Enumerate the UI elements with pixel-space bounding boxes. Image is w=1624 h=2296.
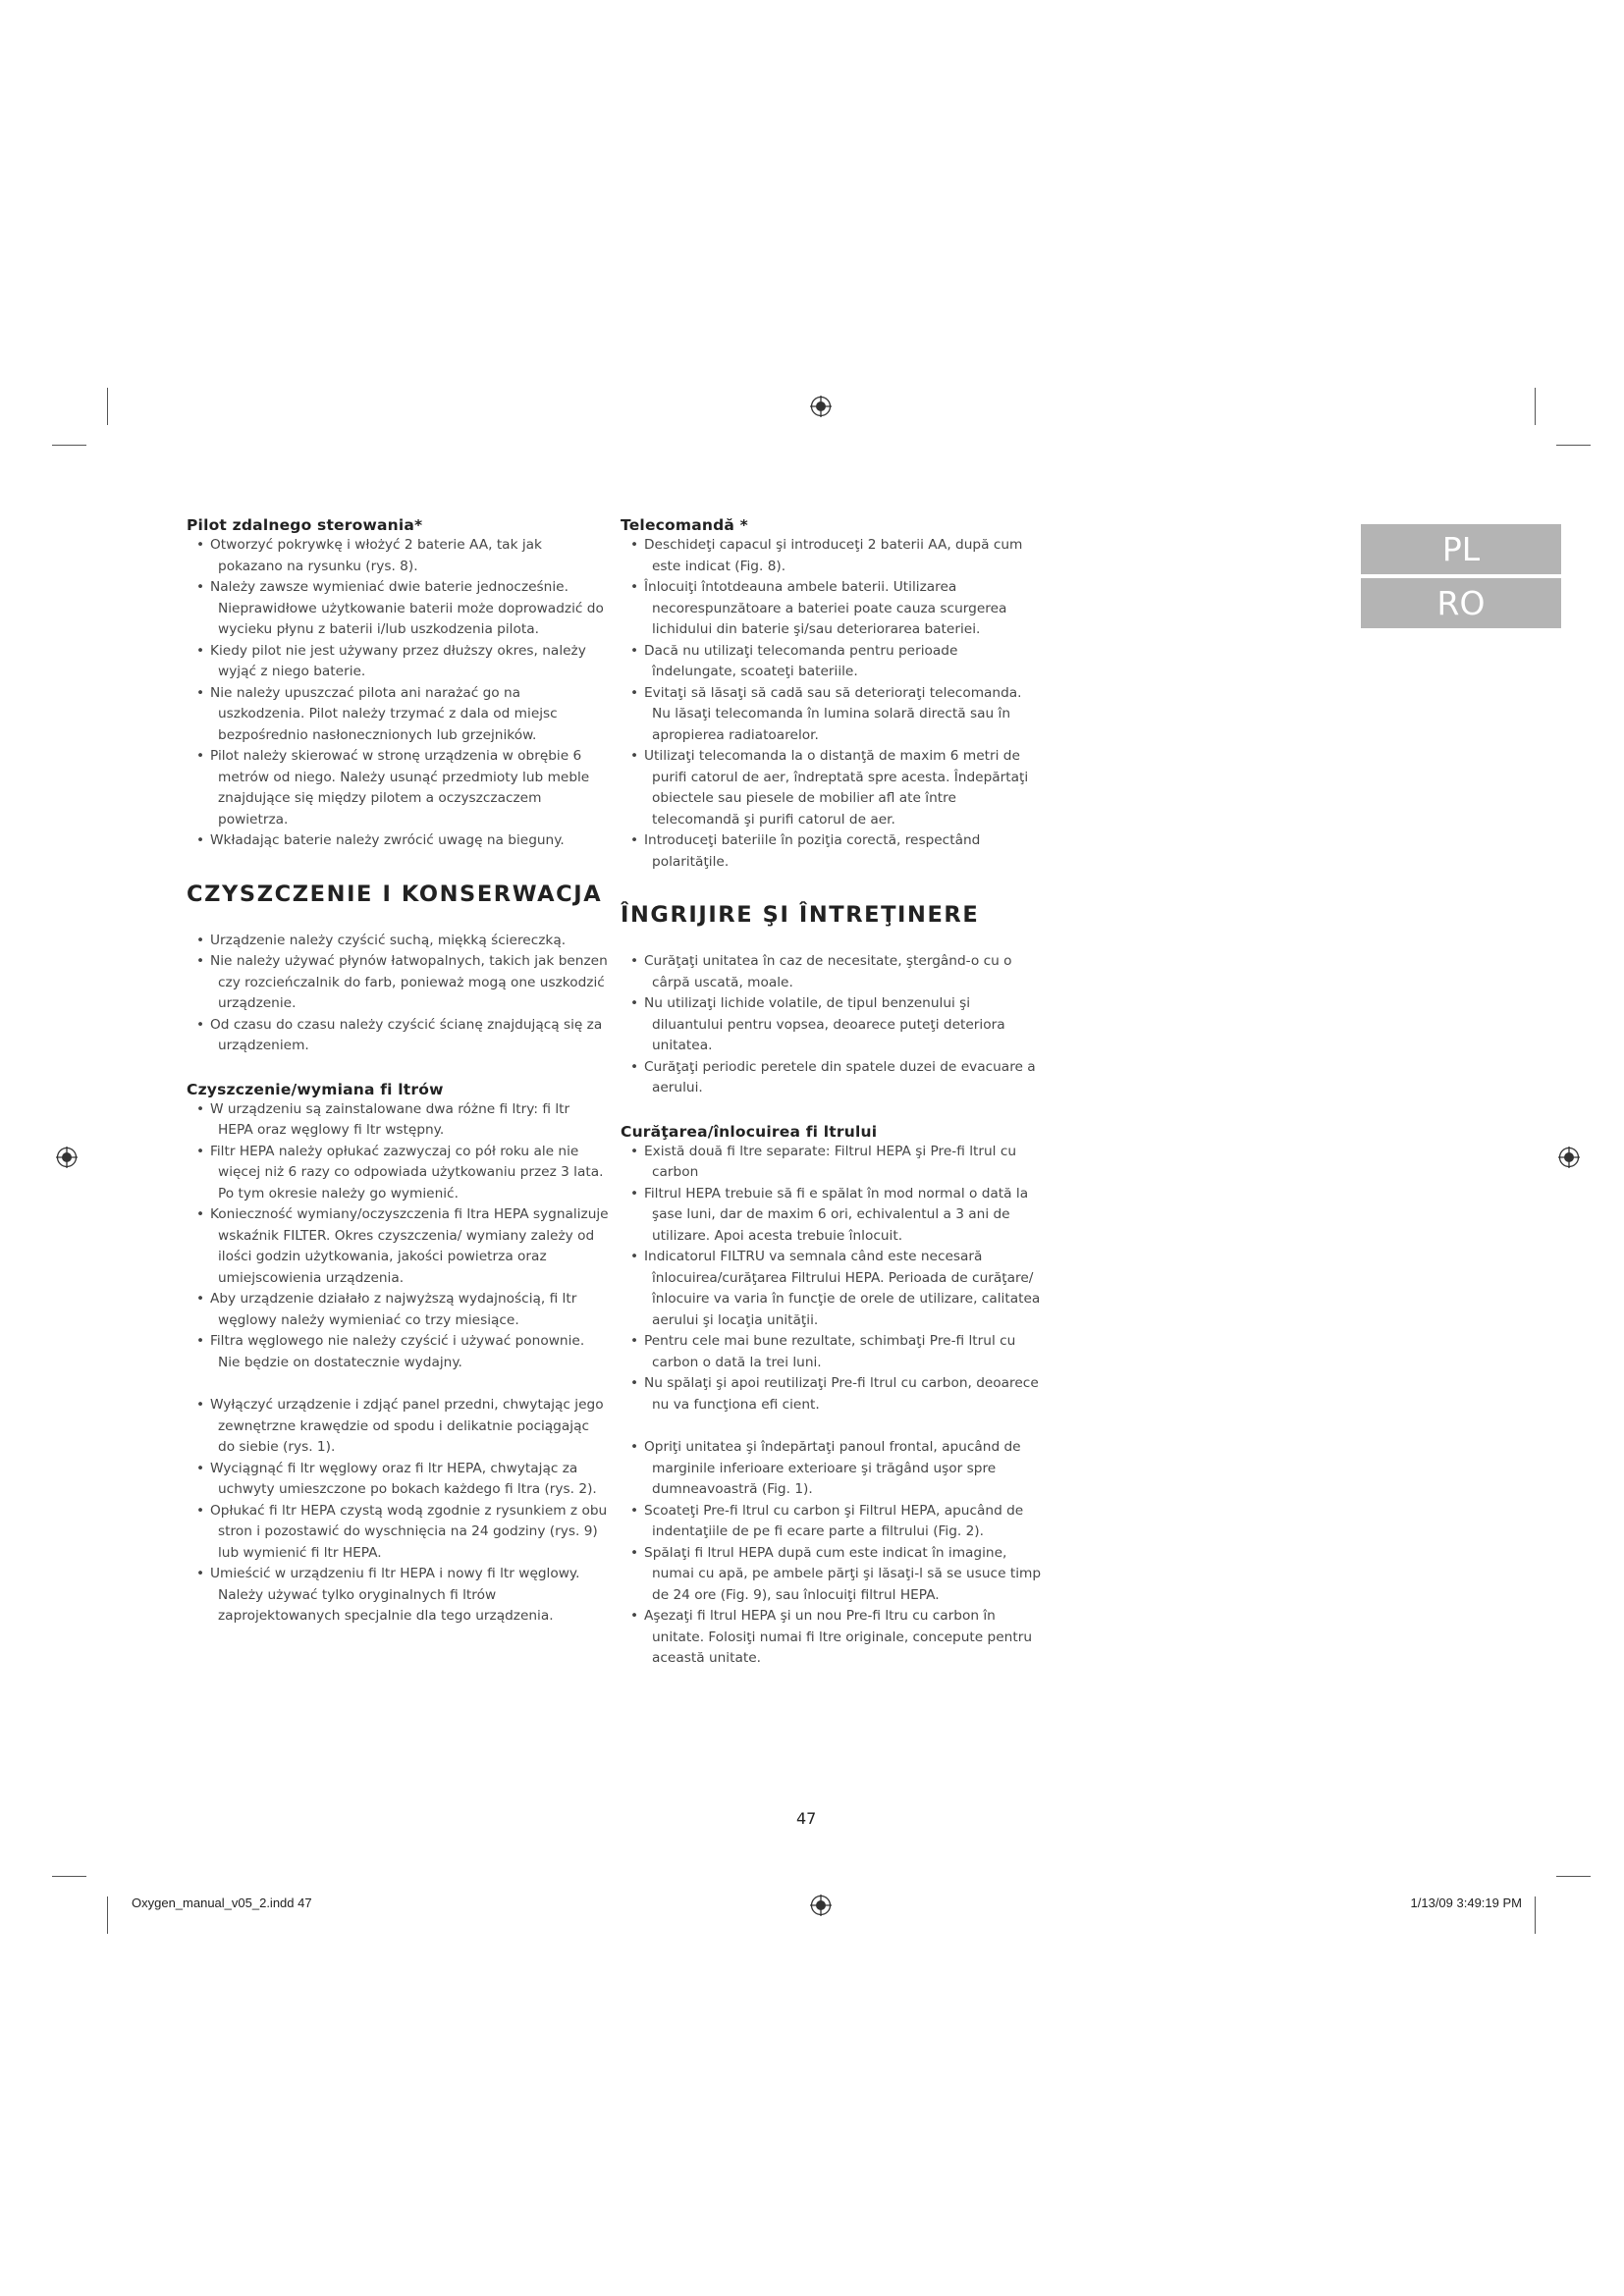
- list-item: • Opłukać fi ltr HEPA czystą wodą zgodnie z rysunkiem z obu stron i pozostawić do wyschnięcia na 24 godziny (rys. 9) lub wymienić fi ltr HEPA.: [187, 1501, 609, 1565]
- remote-control-heading: Telecomandă *: [621, 516, 748, 534]
- list-item: • Konieczność wymiany/oczyszczenia fi ltra HEPA sygnalizuje wskaźnik FILTER. Okres czyszczenia/ wymiany zależy od ilości godzin użytkowania, jakości powietrza oraz umiejscowienia urządzenia.: [187, 1204, 609, 1289]
- remote-control-heading: Pilot zdalnego sterowania*: [187, 516, 423, 534]
- list-item: • Filtrul HEPA trebuie să fi e spălat în mod normal o dată la şase luni, dar de maxim 6 ori, echivalentul a 3 ani de utilizare. Apoi acesta trebuie înlocuit.: [621, 1184, 1043, 1248]
- remote-control-list: [621, 535, 1043, 873]
- filter-steps-list: [187, 1395, 609, 1628]
- list-item: • Evitaţi să lăsaţi să cadă sau să deterioraţi telecomanda. Nu lăsaţi telecomanda în lumina solară directă sau în apropierea radiatoarelor.: [621, 683, 1043, 747]
- list-item: • Pentru cele mai bune rezultate, schimbaţi Pre-fi ltrul cu carbon o dată la trei luni.: [621, 1331, 1043, 1373]
- list-item: • Opriţi unitatea şi îndepărtaţi panoul frontal, apucând de marginile inferioare exterioare şi trăgând uşor spre dumneavoastră (Fig. 1).: [621, 1437, 1043, 1501]
- language-tab-pl: PL: [1361, 524, 1561, 574]
- list-item: • Introduceţi bateriile în poziţia corectă, respectând polarităţile.: [621, 830, 1043, 873]
- filter-steps-list: [621, 1437, 1043, 1670]
- cleaning-list: [187, 931, 609, 1057]
- list-item: • Dacă nu utilizaţi telecomanda pentru perioade îndelungate, scoateţi bateriile.: [621, 641, 1043, 683]
- polish-column: [187, 515, 609, 1628]
- crop-mark-top-left-horizontal: [52, 445, 86, 446]
- list-item: • Nu spălaţi şi apoi reutilizaţi Pre-fi ltrul cu carbon, deoarece nu va funcţiona efi cient.: [621, 1373, 1043, 1415]
- romanian-column: [621, 515, 1043, 1670]
- list-item: • Nie należy używać płynów łatwopalnych, takich jak benzen czy rozcieńczalnik do farb, ponieważ mogą one uszkodzić urządzenie.: [187, 951, 609, 1015]
- list-item: • Filtr HEPA należy opłukać zazwyczaj co pół roku ale nie więcej niż 6 razy co odpowiada użytkowaniu przez 3 lata. Po tym okresie należy go wymienić.: [187, 1142, 609, 1205]
- slug-file-name: Oxygen_manual_v05_2.indd 47: [132, 1896, 312, 1910]
- list-item: • Wkładając baterie należy zwrócić uwagę na bieguny.: [187, 830, 609, 852]
- registration-mark-top-icon: [810, 396, 832, 417]
- crop-mark-bottom-right-vertical: [1535, 1896, 1536, 1934]
- crop-mark-bottom-left-horizontal: [52, 1876, 86, 1877]
- list-item: • Otworzyć pokrywkę i włożyć 2 baterie AA, tak jak pokazano na rysunku (rys. 8).: [187, 535, 609, 577]
- list-item: • Există două fi ltre separate: Filtrul HEPA şi Pre-fi ltrul cu carbon: [621, 1142, 1043, 1184]
- crop-mark-bottom-right-horizontal: [1556, 1876, 1591, 1877]
- list-item: • Nu utilizaţi lichide volatile, de tipul benzenului şi diluantului pentru vopsea, deoarece puteţi deteriora unitatea.: [621, 993, 1043, 1057]
- list-item: • Curăţaţi periodic peretele din spatele duzei de evacuare a aerului.: [621, 1057, 1043, 1099]
- slug-timestamp: 1/13/09 3:49:19 PM: [1410, 1896, 1522, 1910]
- language-tabs: [1361, 524, 1561, 632]
- list-item: • W urządzeniu są zainstalowane dwa różne fi ltry: fi ltr HEPA oraz węglowy fi ltr wstępny.: [187, 1099, 609, 1142]
- list-item: • Aşezaţi fi ltrul HEPA şi un nou Pre-fi ltru cu carbon în unitate. Folosiţi numai fi ltre originale, concepute pentru această unitate.: [621, 1606, 1043, 1670]
- list-item: • Wyciągnąć fi ltr węglowy oraz fi ltr HEPA, chwytając za uchwyty umieszczone po bokach każdego fi ltra (rys. 2).: [187, 1459, 609, 1501]
- list-item: • Nie należy upuszczać pilota ani narażać go na uszkodzenia. Pilot należy trzymać z dala od miejsc bezpośrednio nasłonecznionych lub grzejników.: [187, 683, 609, 747]
- list-item: • Od czasu do czasu należy czyścić ścianę znajdującą się za urządzeniem.: [187, 1015, 609, 1057]
- remote-control-list: [187, 535, 609, 852]
- registration-mark-left-icon: [56, 1147, 78, 1168]
- list-item: • Spălaţi fi ltrul HEPA după cum este indicat în imagine, numai cu apă, pe ambele părţi şi lăsaţi-l să se usuce timp de 24 ore (Fig. 9), sau înlocuiţi filtrul HEPA.: [621, 1543, 1043, 1607]
- list-item: • Umieścić w urządzeniu fi ltr HEPA i nowy fi ltr węglowy. Należy używać tylko oryginalnych fi ltrów zaprojektowanych specjalnie dla tego urządzenia.: [187, 1564, 609, 1628]
- list-item: • Utilizaţi telecomanda la o distanţă de maxim 6 metri de purifi catorul de aer, îndreptată spre acesta. Îndepărtaţi obiectele sau piesele de mobilier afl ate între telecomandă şi purifi catorul de aer.: [621, 746, 1043, 830]
- crop-mark-top-left-vertical: [107, 388, 108, 425]
- filters-list: [187, 1099, 609, 1374]
- page-number: 47: [796, 1809, 817, 1828]
- cleaning-section-title: CZYSZCZENIE I KONSERWACJA: [187, 881, 603, 907]
- list-item: • Aby urządzenie działało z najwyższą wydajnością, fi ltr węglowy należy wymieniać co trzy miesiące.: [187, 1289, 609, 1331]
- filters-heading: Czyszczenie/wymiana fi ltrów: [187, 1080, 444, 1098]
- list-item: • Urządzenie należy czyścić suchą, miękką ściereczką.: [187, 931, 609, 952]
- list-item: • Scoateţi Pre-fi ltrul cu carbon şi Filtrul HEPA, apucând de indentaţiile de pe fi ecare parte a filtrului (Fig. 2).: [621, 1501, 1043, 1543]
- crop-mark-bottom-left-vertical: [107, 1896, 108, 1934]
- list-item: • Deschideţi capacul şi introduceţi 2 baterii AA, după cum este indicat (Fig. 8).: [621, 535, 1043, 577]
- filters-heading: Curăţarea/înlocuirea fi ltrului: [621, 1122, 878, 1141]
- language-tab-ro: RO: [1361, 578, 1561, 628]
- filters-list: [621, 1142, 1043, 1416]
- registration-mark-bottom-icon: [810, 1895, 832, 1916]
- list-item: • Indicatorul FILTRU va semnala când este necesară înlocuirea/curăţarea Filtrului HEPA. Perioada de curăţare/înlocuire va varia în funcţie de orele de utilizare, calitatea aerului şi locaţia unităţii.: [621, 1247, 1043, 1331]
- list-item: • Pilot należy skierować w stronę urządzenia w obrębie 6 metrów od niego. Należy usunąć przedmioty lub meble znajdujące się między pilotem a oczyszczaczem powietrza.: [187, 746, 609, 830]
- cleaning-list: [621, 951, 1043, 1099]
- list-item: • Kiedy pilot nie jest używany przez dłuższy okres, należy wyjąć z niego baterie.: [187, 641, 609, 683]
- crop-mark-top-right-vertical: [1535, 388, 1536, 425]
- list-item: • Curăţaţi unitatea în caz de necesitate, ştergând-o cu o cârpă uscată, moale.: [621, 951, 1043, 993]
- list-item: • Filtra węglowego nie należy czyścić i używać ponownie. Nie będzie on dostatecznie wydajny.: [187, 1331, 609, 1373]
- list-item: • Wyłączyć urządzenie i zdjąć panel przedni, chwytając jego zewnętrzne krawędzie od spodu i delikatnie pociągając do siebie (rys. 1).: [187, 1395, 609, 1459]
- list-item: • Înlocuiţi întotdeauna ambele baterii. Utilizarea necorespunzătoare a bateriei poate cauza scurgerea lichidului din baterie şi/sau deteriorarea bateriei.: [621, 577, 1043, 641]
- cleaning-section-title: ÎNGRIJIRE ŞI ÎNTREŢINERE: [621, 902, 980, 928]
- list-item: • Należy zawsze wymieniać dwie baterie jednocześnie. Nieprawidłowe użytkowanie baterii może doprowadzić do wycieku płynu z baterii i/lub uszkodzenia pilota.: [187, 577, 609, 641]
- crop-mark-top-right-horizontal: [1556, 445, 1591, 446]
- registration-mark-right-icon: [1558, 1147, 1580, 1168]
